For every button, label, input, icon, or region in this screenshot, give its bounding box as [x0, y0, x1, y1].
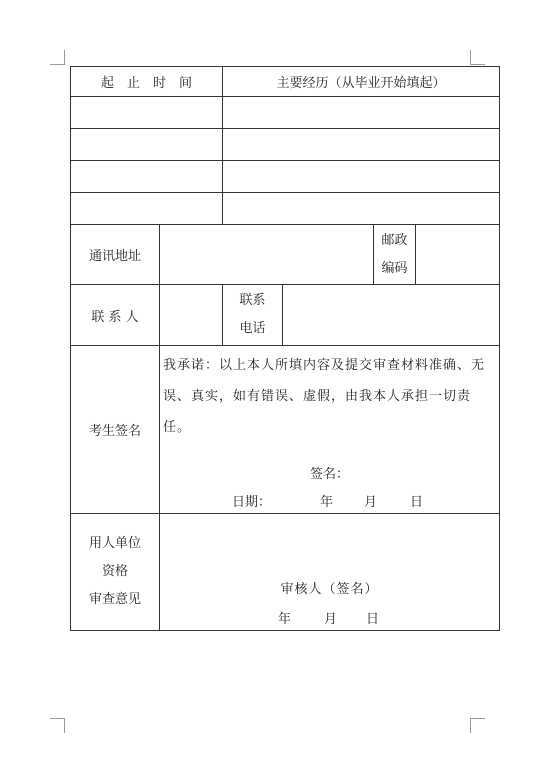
time-cell[interactable]: [71, 161, 223, 193]
date-line: [160, 493, 499, 513]
address-row: [71, 225, 500, 285]
contact-person-row: [71, 285, 500, 346]
pledge-cell[interactable]: [160, 346, 500, 514]
postcode-label: [374, 225, 416, 285]
history-cell[interactable]: [223, 97, 500, 129]
signature-line: 签名：: [310, 467, 350, 482]
phone-label-line-2: 电话: [239, 321, 266, 336]
experience-row: [71, 97, 500, 129]
review-year-label: 年: [278, 612, 292, 627]
history-cell[interactable]: [223, 129, 500, 161]
review-cell[interactable]: [160, 514, 500, 631]
time-column-header: 起 止 时 间: [71, 67, 223, 97]
address-label: 通讯地址: [71, 225, 160, 285]
reviewer-signature-line: 审核人（签名）: [280, 582, 379, 597]
history-column-header: 主要经历（从毕业开始填起）: [223, 67, 500, 97]
time-cell[interactable]: [71, 129, 223, 161]
crop-mark-top-left: [50, 50, 65, 65]
review-month-label: 月: [324, 612, 338, 627]
crop-mark-bottom-left: [50, 718, 65, 733]
postcode-label-line-1: 邮政: [381, 232, 408, 248]
experience-row: [71, 193, 500, 225]
date-month-label: 月: [364, 495, 378, 510]
crop-mark-top-right: [470, 50, 485, 65]
pledge-statement: 我承诺：以上本人所填内容及提交审查材料准确、无误、真实，如有错误、虚假，由我本人承担一切责任。: [163, 358, 486, 435]
phone-field[interactable]: [283, 285, 500, 346]
date-day-label: 日: [410, 495, 424, 510]
review-label-line-3: 审查意见: [88, 592, 141, 607]
history-cell[interactable]: [223, 161, 500, 193]
review-day-label: 日: [366, 612, 380, 627]
pledge-row: [71, 346, 500, 514]
experience-row: [71, 161, 500, 193]
time-cell[interactable]: [71, 97, 223, 129]
date-label: 日期：: [232, 495, 272, 510]
crop-mark-bottom-right: [470, 718, 485, 733]
contact-person-field[interactable]: [160, 285, 223, 346]
time-cell[interactable]: [71, 193, 223, 225]
experience-row: [71, 129, 500, 161]
history-cell[interactable]: [223, 193, 500, 225]
phone-label-line-1: 联系: [239, 293, 266, 308]
application-form-table: [70, 66, 500, 631]
experience-header-row: [71, 67, 500, 97]
employer-review-label: [71, 514, 160, 631]
review-label-line-2: 资格: [101, 564, 128, 579]
postcode-label-line-2: 编码: [381, 260, 408, 276]
candidate-signature-label: 考生签名: [71, 346, 160, 514]
review-date-line: [160, 610, 499, 630]
address-field[interactable]: [160, 225, 374, 285]
contact-person-label: 联 系 人: [71, 285, 160, 346]
postcode-field[interactable]: [416, 225, 500, 285]
phone-label: [223, 285, 283, 346]
review-row: [71, 514, 500, 631]
review-label-line-1: 用人单位: [88, 536, 141, 551]
date-year-label: 年: [320, 495, 334, 510]
